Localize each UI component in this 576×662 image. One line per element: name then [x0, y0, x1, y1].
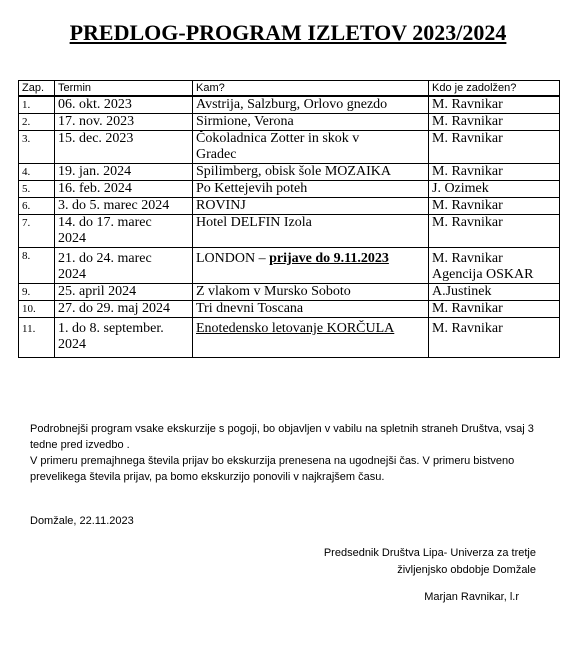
table-row [19, 96, 560, 114]
row-number: 3. [19, 131, 55, 164]
row-destination: Spilimberg, obisk šole MOZAIKA [193, 164, 429, 181]
header-responsible: Kdo je zadolžen? [429, 81, 560, 97]
row-destination: Tri dnevni Toscana [193, 301, 429, 318]
row-number: 9. [19, 284, 55, 301]
table-row [19, 181, 560, 198]
row-destination: Po Kettejevih poteh [193, 181, 429, 198]
row-date: 16. feb. 2024 [55, 181, 193, 198]
excursion-table [18, 80, 560, 358]
row-number: 1. [19, 96, 55, 114]
signature-name: Marjan Ravnikar, l.r [424, 591, 519, 603]
row-number: 5. [19, 181, 55, 198]
row-responsible: M. Ravnikar [429, 114, 560, 131]
table-row [19, 198, 560, 215]
row-responsible: M. Ravnikar [429, 301, 560, 318]
row-number: 2. [19, 114, 55, 131]
row-responsible: M. Ravnikar [429, 131, 560, 164]
table-row [19, 215, 560, 248]
row-responsible [429, 248, 560, 284]
row-responsible: M. Ravnikar [429, 198, 560, 215]
row-number: 11. [19, 318, 55, 358]
row-number: 10. [19, 301, 55, 318]
table-row [19, 114, 560, 131]
row-responsible: J. Ozimek [429, 181, 560, 198]
row-destination: Avstrija, Salzburg, Orlovo gnezdo [193, 96, 429, 114]
row-destination: Čokoladnica Zotter in skok v Gradec [193, 131, 429, 164]
notes [30, 421, 550, 485]
row-destination [193, 318, 429, 358]
table-row [19, 284, 560, 301]
row-responsible: M. Ravnikar [429, 96, 560, 114]
row-number: 7. [19, 215, 55, 248]
row-date: 14. do 17. marec 2024 [55, 215, 193, 248]
row-date: 17. nov. 2023 [55, 114, 193, 131]
row-destination [193, 248, 429, 284]
row-number: 8. [19, 248, 55, 284]
note-registrations: V primeru premajhnega števila prijav bo ekskurzija prenesena na ugodnejši čas. V primeru bistveno prevelikega števila prijav, pa bomo ekskurzijo ponovili v najkrajšem času. [30, 455, 515, 483]
registration-deadline: prijave do 9.11.2023 [269, 251, 389, 266]
row-destination: Hotel DELFIN Izola [193, 215, 429, 248]
place-date: Domžale, 22.11.2023 [30, 515, 134, 527]
table-row [19, 131, 560, 164]
signature-title: Predsednik Društva Lipa- Univerza za tretje [323, 547, 536, 559]
signature-organization: življenjsko obdobje Domžale [397, 564, 536, 576]
header-date: Termin [55, 81, 193, 97]
header-number: Zap. [19, 81, 55, 97]
responsible-agency: Agencija OSKAR [432, 267, 534, 282]
row-responsible: M. Ravnikar [429, 318, 560, 358]
signature-block [324, 545, 536, 579]
table-header-row [19, 81, 560, 97]
header-destination: Kam? [193, 81, 429, 97]
row-number: 4. [19, 164, 55, 181]
destination-text: Enotedensko letovanje KORČULA [196, 321, 395, 336]
row-destination: Z vlakom v Mursko Soboto [193, 284, 429, 301]
row-number: 6. [19, 198, 55, 215]
row-date: 27. do 29. maj 2024 [55, 301, 193, 318]
row-date: 21. do 24. marec 2024 [55, 248, 193, 284]
row-responsible: M. Ravnikar [429, 164, 560, 181]
responsible-person: M. Ravnikar [432, 251, 503, 266]
row-destination: ROVINJ [193, 198, 429, 215]
note-program-details: Podrobnejši program vsake ekskurzije s pogoji, bo objavljen v vabilu na spletnih straneh Društva, vsaj 3 tedne pred izvedbo . [30, 423, 534, 451]
row-date: 3. do 5. marec 2024 [55, 198, 193, 215]
row-destination: Sirmione, Verona [193, 114, 429, 131]
row-date: 1. do 8. september. 2024 [55, 318, 193, 358]
destination-text: LONDON – [196, 251, 266, 266]
table-row [19, 318, 560, 358]
table-row [19, 164, 560, 181]
row-date: 19. jan. 2024 [55, 164, 193, 181]
page-title: PREDLOG-PROGRAM IZLETOV 2023/2024 [69, 20, 507, 45]
row-responsible: A.Justinek [429, 284, 560, 301]
table-row [19, 248, 560, 284]
row-responsible: M. Ravnikar [429, 215, 560, 248]
row-date: 25. april 2024 [55, 284, 193, 301]
row-date: 06. okt. 2023 [55, 96, 193, 114]
row-date: 15. dec. 2023 [55, 131, 193, 164]
table-row [19, 301, 560, 318]
